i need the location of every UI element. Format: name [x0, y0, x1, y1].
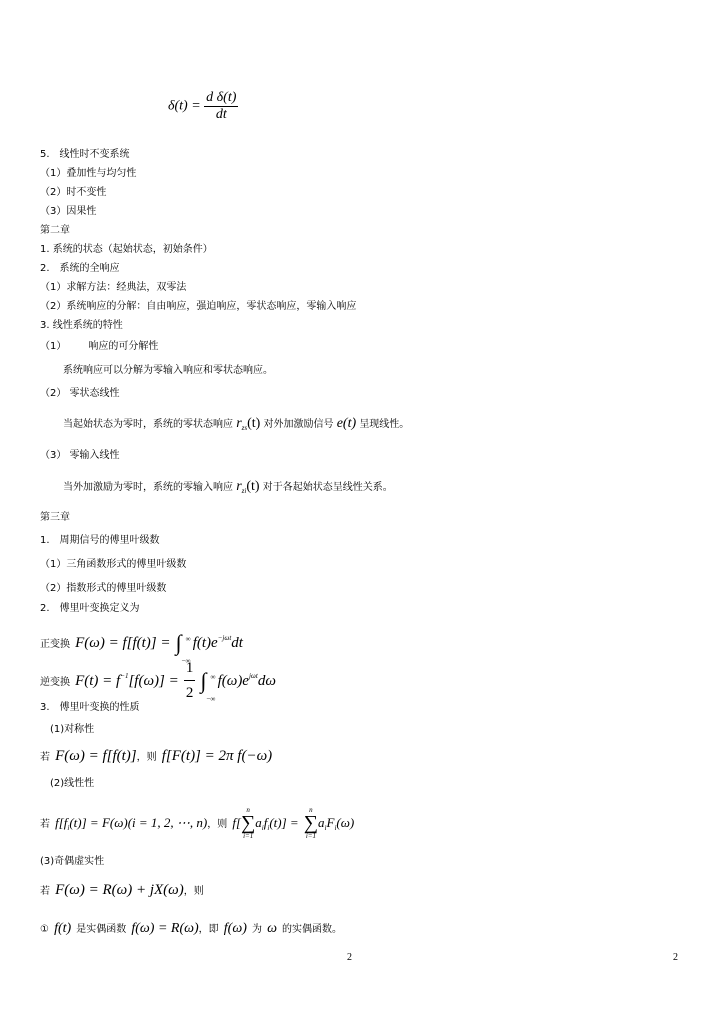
response-decomposition-line: （2）系统响应的分解：自由响应，强迫响应，零状态响应，零输入响应	[40, 301, 357, 312]
delta-lhs: δ(t) =	[168, 98, 201, 114]
full-response-heading: 2. 系统的全响应	[40, 263, 120, 274]
summation-sign: n ∑ i=1	[303, 805, 319, 840]
system-state-line: 1. 系统的状态（起始状态，初始条件）	[40, 244, 213, 255]
forward-transform-equation	[40, 626, 243, 665]
forward-transform-lhs: F(ω) = f[f(t)] =	[75, 635, 171, 651]
linearity-equation	[40, 804, 354, 846]
parity-f-omega-eq: f(ω) = R(ω)	[131, 921, 199, 936]
delta-numerator: d δ(t)	[206, 90, 237, 105]
section-5-heading: 5. 线性时不变系统	[40, 149, 130, 160]
parity-equation	[40, 879, 204, 900]
circled-one: ①	[40, 924, 49, 935]
linearity-then: ，则	[207, 819, 228, 830]
page-number-right: 2	[673, 952, 678, 963]
linearity-bracket: f[	[232, 815, 242, 830]
symmetry-result: f[F(t)] = 2π f(−ω)	[161, 748, 273, 764]
delta-fraction	[204, 90, 238, 123]
symmetry-then: ，则	[136, 752, 157, 763]
parity-ft: f(t)	[54, 921, 72, 936]
zero-input-text-2: 对于各起始状态呈线性关系。	[262, 482, 393, 493]
zero-state-text-1: 当起始状态为零时，系统的零状态响应	[63, 419, 233, 430]
symmetry-if: 若	[40, 752, 50, 763]
linearity-rhs: $a_iF_i(\omega)$	[318, 815, 355, 832]
summation-sign: n ∑ i=1	[241, 805, 256, 840]
parity-case-1	[40, 917, 342, 939]
inverse-transform-equation	[40, 656, 276, 705]
inverse-transform-lhs: $F(t) = f^{-1}[f(\omega)]$ =	[75, 672, 179, 689]
integral-sign: ∫ ∞ −∞	[175, 629, 191, 665]
fourier-properties-heading: 3. 傅里叶变换的性质	[40, 702, 140, 713]
parity-text-1: 是实偶函数	[76, 924, 127, 935]
symmetry-heading: (1)对称性	[50, 724, 95, 735]
rzi-symbol: $r_{zi}(t)$	[236, 479, 260, 495]
chapter-2-heading: 第二章	[40, 225, 70, 236]
linearity-premise: $f[f_i(t)] = F(\omega)(i = 1$, 2, ⋯, n)	[55, 815, 208, 832]
inverse-integrand: $f(\omega)e^{j\omega t}d\omega$	[217, 672, 276, 689]
zero-state-text-2: 对外加激励信号	[263, 419, 334, 430]
decomposability-line	[40, 341, 158, 353]
delta-equation	[168, 90, 238, 123]
one-half-fraction: $\frac{1}{2}$	[184, 656, 196, 705]
decomposability-label: 响应的可分解性	[88, 341, 159, 352]
linearity-sum-term: $a_if_i(t)$] =	[255, 815, 299, 832]
chapter-3-heading: 第三章	[40, 512, 70, 523]
symmetry-equation	[40, 745, 272, 766]
parity-text-3: 为	[251, 924, 262, 935]
symmetry-premise: F(ω) = f[f(t)]	[55, 748, 137, 764]
decomposability-index: （1）	[40, 341, 67, 352]
rzs-symbol: $r_{zs}(t)$	[236, 416, 261, 432]
zero-input-description	[63, 479, 393, 499]
decomposability-description: 系统响应可以分解为零输入响应和零状态响应。	[63, 365, 273, 376]
integral-sign: ∫ ∞ −∞	[200, 667, 216, 703]
fourier-series-heading: 1. 周期信号的傅里叶级数	[40, 535, 160, 546]
exp-fourier-series-line: （2）指数形式的傅里叶级数	[40, 583, 167, 594]
trig-fourier-series-line: （1）三角函数形式的傅里叶级数	[40, 559, 187, 570]
parity-heading: (3)奇偶虚实性	[40, 856, 105, 867]
linearity-heading: (2)线性性	[50, 778, 95, 789]
zero-state-linearity-heading: （2） 零状态线性	[40, 388, 120, 399]
zero-state-text-3: 呈现线性。	[359, 419, 410, 430]
linearity-if: 若	[40, 819, 50, 830]
forward-transform-label: 正变换	[40, 639, 70, 650]
fourier-transform-definition-heading: 2. 傅里叶变换定义为	[40, 603, 140, 614]
forward-integrand: $f(t)e^{-j\omega t}dt$	[192, 634, 243, 651]
parity-text-2: ，即	[198, 924, 219, 935]
parity-f-omega: f(ω)	[223, 921, 247, 936]
linear-system-properties-heading: 3. 线性系统的特性	[40, 320, 123, 331]
page-number-center: 2	[347, 952, 352, 963]
inverse-transform-label: 逆变换	[40, 677, 70, 688]
parity-omega: ω	[267, 921, 277, 936]
parity-then: ，则	[183, 886, 204, 897]
parity-text-4: 的实偶函数。	[282, 924, 343, 935]
item-time-invariance: （2）时不变性	[40, 187, 107, 198]
zero-input-text-1: 当外加激励为零时，系统的零输入响应	[63, 482, 233, 493]
item-causality: （3）因果性	[40, 206, 97, 217]
solution-method-line: （1）求解方法：经典法，双零法	[40, 282, 187, 293]
excitation-symbol: e(t)	[336, 416, 357, 431]
parity-premise: F(ω) = R(ω) + jX(ω)	[55, 882, 184, 898]
delta-denominator: dt	[215, 107, 227, 122]
parity-if: 若	[40, 886, 50, 897]
zero-input-linearity-heading: （3） 零输入线性	[40, 450, 120, 461]
zero-state-description	[63, 416, 409, 436]
item-superposition: （1）叠加性与均匀性	[40, 168, 137, 179]
